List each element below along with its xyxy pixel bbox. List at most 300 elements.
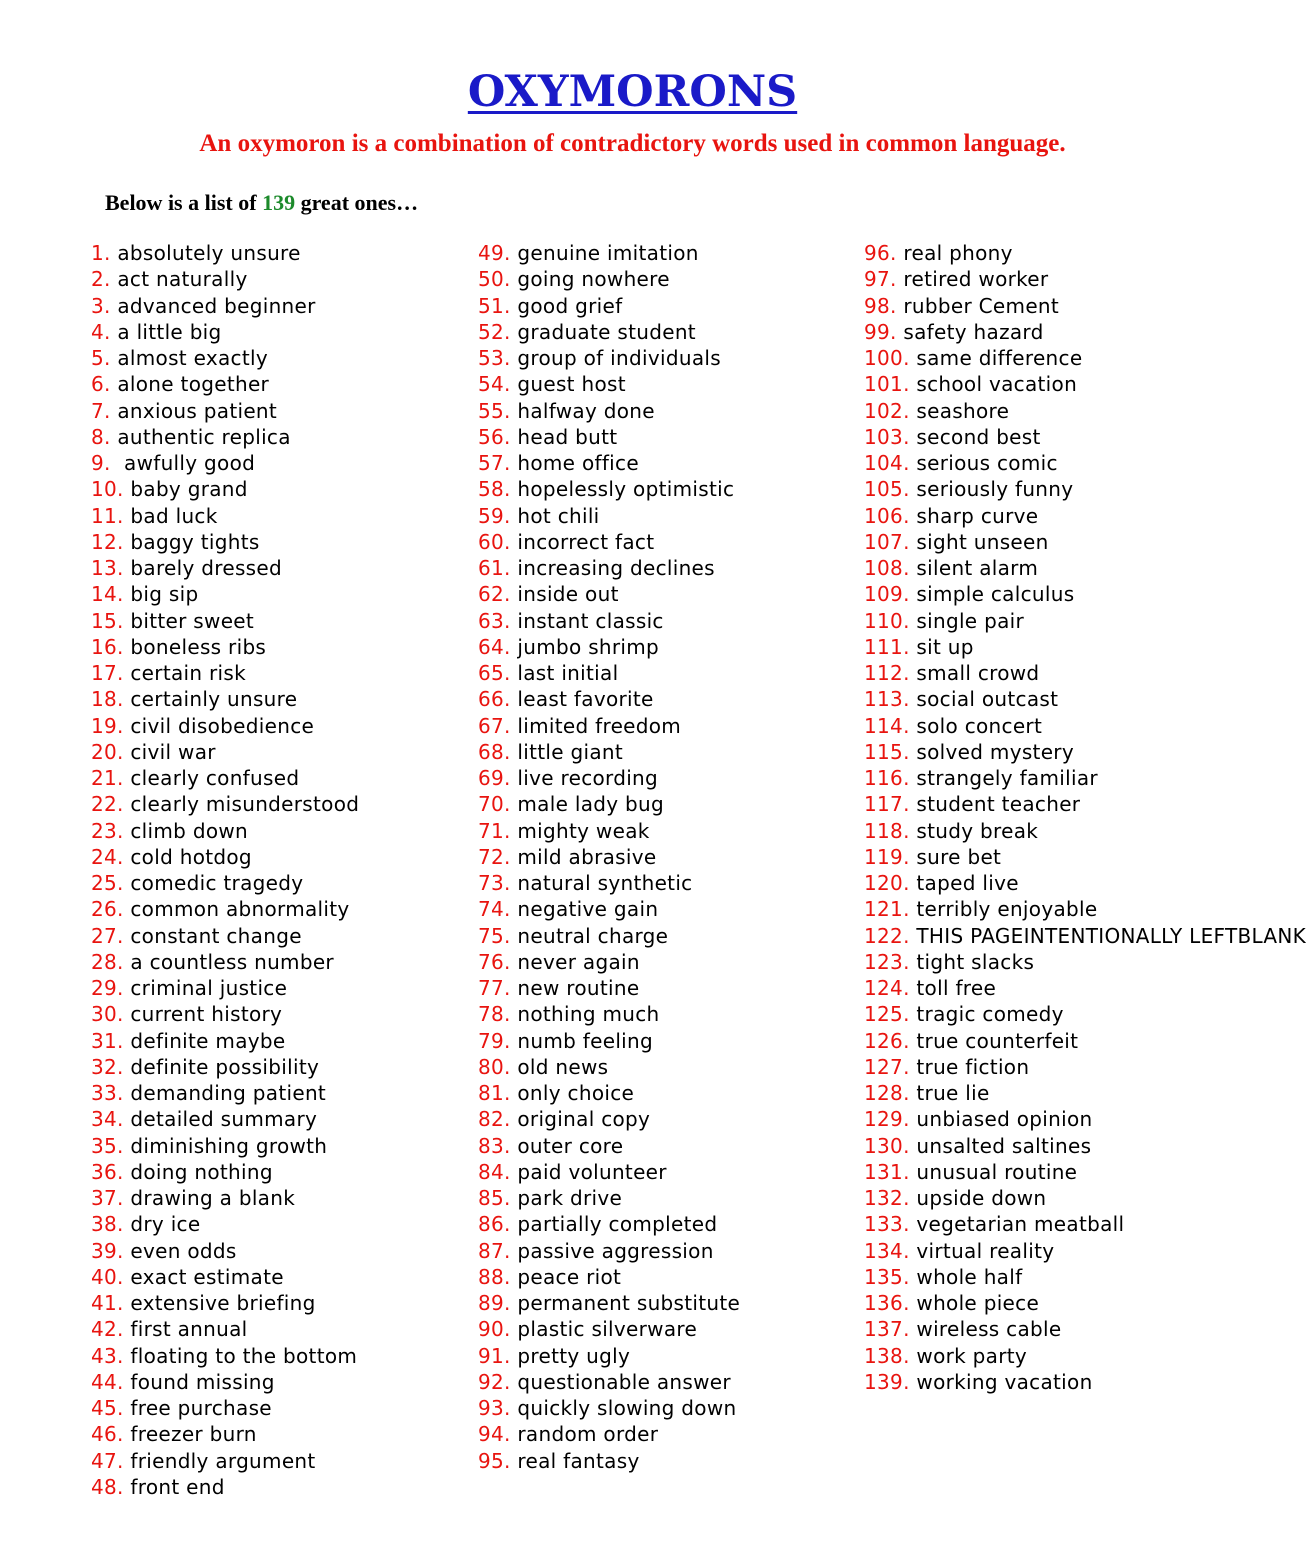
item-text: sure bet bbox=[916, 844, 1002, 869]
item-number: 105. bbox=[864, 477, 910, 502]
list-item bbox=[91, 529, 359, 555]
list-item bbox=[91, 1421, 359, 1447]
item-text: wireless cable bbox=[916, 1317, 1062, 1342]
item-number: 32. bbox=[91, 1054, 124, 1079]
item-text: baby grand bbox=[130, 477, 248, 502]
item-number: 104. bbox=[864, 451, 910, 475]
item-text: anxious patient bbox=[117, 398, 278, 423]
item-number: 115. bbox=[864, 739, 910, 764]
item-number: 55. bbox=[478, 398, 511, 423]
item-text: floating to the bottom bbox=[130, 1343, 358, 1368]
item-text: unbiased opinion bbox=[916, 1107, 1093, 1132]
item-number: 33. bbox=[91, 1081, 124, 1105]
item-text: front end bbox=[130, 1474, 225, 1499]
item-text: only choice bbox=[517, 1081, 635, 1105]
list-item bbox=[478, 1054, 740, 1080]
item-text: freezer burn bbox=[130, 1422, 257, 1447]
item-number: 52. bbox=[478, 319, 511, 344]
item-text: climb down bbox=[130, 818, 248, 843]
item-number: 57. bbox=[478, 451, 511, 475]
item-text: work party bbox=[916, 1343, 1028, 1368]
list-item bbox=[478, 266, 740, 292]
item-number: 18. bbox=[91, 687, 124, 712]
item-number: 10. bbox=[91, 477, 124, 502]
list-item bbox=[91, 319, 359, 345]
list-item bbox=[91, 1133, 359, 1159]
list-item bbox=[864, 293, 1306, 319]
item-text: working vacation bbox=[916, 1369, 1093, 1394]
item-text: same difference bbox=[916, 346, 1083, 370]
list-item bbox=[91, 581, 359, 607]
item-number: 64. bbox=[478, 634, 511, 659]
item-text-continued: BLANK bbox=[1237, 923, 1306, 948]
list-item bbox=[478, 1421, 740, 1447]
item-number: 35. bbox=[91, 1133, 124, 1158]
item-text: almost exactly bbox=[117, 346, 268, 370]
list-item bbox=[864, 240, 1306, 266]
item-text: drawing a blank bbox=[130, 1186, 296, 1210]
item-text: a countless number bbox=[130, 949, 334, 974]
item-number: 63. bbox=[478, 608, 511, 633]
page-title: OXYMORONS bbox=[467, 67, 798, 117]
item-text: head butt bbox=[517, 424, 618, 449]
intro-text-after: great ones… bbox=[300, 190, 419, 215]
item-number: 120. bbox=[864, 871, 910, 895]
item-number: 106. bbox=[864, 503, 910, 528]
item-text: guest host bbox=[517, 372, 626, 397]
item-number: 82. bbox=[478, 1107, 511, 1132]
list-item bbox=[91, 450, 359, 476]
list-item bbox=[864, 424, 1306, 450]
item-text: single pair bbox=[916, 608, 1025, 633]
item-text: constant change bbox=[130, 923, 302, 948]
item-number: 31. bbox=[91, 1028, 124, 1053]
item-number: 137. bbox=[864, 1317, 910, 1342]
list-item bbox=[91, 1159, 359, 1185]
item-number: 76. bbox=[478, 949, 511, 974]
item-number: 101. bbox=[864, 372, 910, 397]
item-number: 118. bbox=[864, 818, 910, 843]
item-text: student teacher bbox=[916, 792, 1081, 817]
item-text: awfully good bbox=[117, 451, 256, 475]
item-number: 39. bbox=[91, 1238, 124, 1263]
list-item bbox=[864, 345, 1306, 371]
item-text: true counterfeit bbox=[916, 1028, 1079, 1053]
item-number: 5. bbox=[91, 346, 111, 370]
item-text: boneless ribs bbox=[130, 634, 267, 659]
list-item bbox=[91, 608, 359, 634]
item-number: 48. bbox=[91, 1474, 124, 1499]
item-text: outer core bbox=[517, 1133, 624, 1158]
item-number: 103. bbox=[864, 424, 910, 449]
item-text: natural synthetic bbox=[517, 871, 693, 895]
item-text: last initial bbox=[517, 661, 619, 685]
list-item bbox=[478, 555, 740, 581]
item-number: 69. bbox=[478, 766, 511, 790]
list-item bbox=[864, 1001, 1306, 1027]
list-item bbox=[478, 634, 740, 660]
list-item bbox=[91, 1211, 359, 1237]
item-number: 94. bbox=[478, 1422, 511, 1447]
list-item bbox=[864, 1106, 1306, 1132]
list-item bbox=[478, 896, 740, 922]
item-text: common abnormality bbox=[130, 897, 350, 922]
item-number: 3. bbox=[91, 293, 111, 318]
list-item bbox=[91, 896, 359, 922]
item-number: 65. bbox=[478, 661, 511, 685]
list-item bbox=[91, 791, 359, 817]
item-number: 84. bbox=[478, 1159, 511, 1184]
item-text: even odds bbox=[130, 1238, 237, 1263]
item-number: 53. bbox=[478, 346, 511, 370]
list-item bbox=[864, 1238, 1306, 1264]
list-item bbox=[91, 1343, 359, 1369]
list-item bbox=[864, 791, 1306, 817]
item-text: permanent substitute bbox=[517, 1291, 741, 1315]
item-number: 100. bbox=[864, 346, 910, 370]
list-item bbox=[864, 975, 1306, 1001]
list-item bbox=[478, 1448, 740, 1474]
item-text: home office bbox=[517, 451, 639, 475]
item-text: hopelessly optimistic bbox=[517, 477, 735, 502]
list-item bbox=[478, 923, 740, 949]
item-text: numb feeling bbox=[517, 1028, 654, 1053]
list-item bbox=[91, 503, 359, 529]
list-item bbox=[91, 266, 359, 292]
item-text: good grief bbox=[517, 293, 623, 318]
item-number: 119. bbox=[864, 844, 910, 869]
list-item bbox=[91, 634, 359, 660]
item-text: tragic comedy bbox=[916, 1002, 1064, 1027]
item-text: little giant bbox=[517, 739, 624, 764]
item-number: 98. bbox=[864, 293, 897, 318]
list-item bbox=[478, 293, 740, 319]
item-text: old news bbox=[517, 1054, 609, 1079]
item-text: first annual bbox=[130, 1317, 248, 1342]
item-number: 131. bbox=[864, 1159, 910, 1184]
item-number: 70. bbox=[478, 792, 511, 817]
item-number: 72. bbox=[478, 844, 511, 869]
list-item bbox=[478, 949, 740, 975]
list-item bbox=[478, 581, 740, 607]
item-text: exact estimate bbox=[130, 1264, 284, 1289]
item-text: silent alarm bbox=[916, 556, 1039, 580]
item-text: real fantasy bbox=[517, 1448, 640, 1473]
list-item bbox=[91, 739, 359, 765]
list-item bbox=[478, 424, 740, 450]
item-number: 16. bbox=[91, 634, 124, 659]
item-number: 6. bbox=[91, 372, 111, 397]
item-text: limited freedom bbox=[517, 713, 682, 738]
list-item bbox=[91, 240, 359, 266]
list-item bbox=[478, 476, 740, 502]
item-number: 109. bbox=[864, 582, 910, 607]
item-text: unsalted saltines bbox=[916, 1133, 1092, 1158]
list-item bbox=[478, 1343, 740, 1369]
item-text: mighty weak bbox=[517, 818, 650, 843]
item-text: comedic tragedy bbox=[130, 871, 304, 895]
item-number: 81. bbox=[478, 1081, 511, 1105]
list-item bbox=[91, 293, 359, 319]
item-number: 116. bbox=[864, 766, 910, 790]
list-item bbox=[864, 450, 1306, 476]
item-text: clearly confused bbox=[130, 766, 300, 790]
item-number: 11. bbox=[91, 503, 124, 528]
list-item bbox=[478, 1159, 740, 1185]
item-number: 15. bbox=[91, 608, 124, 633]
list-item bbox=[478, 1264, 740, 1290]
item-text: sharp curve bbox=[916, 503, 1039, 528]
item-text: male lady bug bbox=[517, 792, 665, 817]
list-item bbox=[478, 1369, 740, 1395]
item-text: park drive bbox=[517, 1186, 623, 1210]
oxymoron-column-2 bbox=[478, 240, 740, 1474]
item-number: 42. bbox=[91, 1317, 124, 1342]
item-text: second best bbox=[916, 424, 1041, 449]
list-item bbox=[478, 398, 740, 424]
oxymoron-column-1 bbox=[91, 240, 359, 1500]
list-item bbox=[91, 923, 359, 949]
list-item bbox=[91, 660, 359, 686]
list-item bbox=[478, 660, 740, 686]
item-number: 127. bbox=[864, 1054, 910, 1079]
item-number: 61. bbox=[478, 556, 511, 580]
list-item bbox=[864, 503, 1306, 529]
list-intro bbox=[105, 188, 418, 218]
list-item bbox=[864, 818, 1306, 844]
item-text: retired worker bbox=[903, 267, 1049, 292]
list-item bbox=[864, 686, 1306, 712]
intro-text-before: Below is a list of bbox=[105, 190, 257, 215]
list-item bbox=[864, 1028, 1306, 1054]
item-text: passive aggression bbox=[517, 1238, 714, 1263]
item-text-continued: INTENTIONALLY LEFT bbox=[1023, 923, 1238, 948]
item-text: real phony bbox=[903, 241, 1013, 265]
item-text: demanding patient bbox=[130, 1081, 327, 1105]
item-text: extensive briefing bbox=[130, 1291, 316, 1315]
item-number: 25. bbox=[91, 871, 124, 895]
item-number: 58. bbox=[478, 477, 511, 502]
list-item bbox=[91, 975, 359, 1001]
list-item bbox=[478, 371, 740, 397]
item-number: 85. bbox=[478, 1186, 511, 1210]
item-number: 86. bbox=[478, 1212, 511, 1237]
item-number: 20. bbox=[91, 739, 124, 764]
list-item bbox=[91, 1028, 359, 1054]
item-number: 13. bbox=[91, 556, 124, 580]
item-number: 21. bbox=[91, 766, 124, 790]
item-number: 45. bbox=[91, 1396, 124, 1420]
item-number: 107. bbox=[864, 529, 910, 554]
item-number: 78. bbox=[478, 1002, 511, 1027]
list-item bbox=[864, 949, 1306, 975]
list-item bbox=[91, 1238, 359, 1264]
item-text: neutral charge bbox=[517, 923, 669, 948]
item-text: true lie bbox=[916, 1081, 990, 1105]
item-text: seriously funny bbox=[916, 477, 1074, 502]
item-text: diminishing growth bbox=[130, 1133, 328, 1158]
list-item bbox=[478, 818, 740, 844]
list-item bbox=[91, 870, 359, 896]
item-number: 87. bbox=[478, 1238, 511, 1263]
item-number: 83. bbox=[478, 1133, 511, 1158]
item-text: true fiction bbox=[916, 1054, 1030, 1079]
list-item bbox=[478, 529, 740, 555]
list-item bbox=[478, 1106, 740, 1132]
item-number: 40. bbox=[91, 1264, 124, 1289]
list-item bbox=[478, 450, 740, 476]
item-number: 129. bbox=[864, 1107, 910, 1132]
list-item bbox=[91, 1395, 359, 1421]
list-item bbox=[91, 424, 359, 450]
item-text: halfway done bbox=[517, 398, 655, 423]
list-item bbox=[864, 1264, 1306, 1290]
intro-count: 139 bbox=[262, 190, 296, 215]
list-item bbox=[864, 1211, 1306, 1237]
list-item bbox=[478, 1395, 740, 1421]
item-text: going nowhere bbox=[517, 267, 670, 292]
item-number: 68. bbox=[478, 739, 511, 764]
list-item bbox=[91, 1369, 359, 1395]
item-number: 43. bbox=[91, 1343, 124, 1368]
item-text: pretty ugly bbox=[517, 1343, 631, 1368]
item-number: 29. bbox=[91, 976, 124, 1000]
item-number: 122. bbox=[864, 923, 910, 948]
item-text: live recording bbox=[517, 766, 659, 790]
list-item bbox=[478, 503, 740, 529]
item-number: 133. bbox=[864, 1212, 910, 1237]
item-text: big sip bbox=[130, 582, 199, 607]
list-item bbox=[864, 398, 1306, 424]
item-text: nothing much bbox=[517, 1002, 660, 1027]
list-item bbox=[864, 634, 1306, 660]
list-item bbox=[864, 1133, 1306, 1159]
item-text: authentic replica bbox=[117, 424, 291, 449]
list-item bbox=[478, 1028, 740, 1054]
list-item bbox=[91, 1448, 359, 1474]
item-number: 60. bbox=[478, 529, 511, 554]
item-text: questionable answer bbox=[517, 1369, 731, 1394]
list-item bbox=[864, 1343, 1306, 1369]
list-item bbox=[91, 1185, 359, 1211]
item-text: new routine bbox=[517, 976, 640, 1000]
item-number: 66. bbox=[478, 687, 511, 712]
item-text: toll free bbox=[916, 976, 997, 1000]
item-number: 23. bbox=[91, 818, 124, 843]
item-number: 125. bbox=[864, 1002, 910, 1027]
item-text: paid volunteer bbox=[517, 1159, 667, 1184]
list-item bbox=[91, 1001, 359, 1027]
item-number: 7. bbox=[91, 398, 111, 423]
item-number: 12. bbox=[91, 529, 124, 554]
list-item bbox=[864, 1185, 1306, 1211]
item-number: 24. bbox=[91, 844, 124, 869]
item-number: 91. bbox=[478, 1343, 511, 1368]
item-number: 1. bbox=[91, 241, 111, 265]
item-number: 128. bbox=[864, 1081, 910, 1105]
item-text: found missing bbox=[130, 1369, 275, 1394]
item-number: 93. bbox=[478, 1396, 511, 1420]
item-text: mild abrasive bbox=[517, 844, 657, 869]
item-number: 110. bbox=[864, 608, 910, 633]
item-text: detailed summary bbox=[130, 1107, 318, 1132]
item-number: 124. bbox=[864, 976, 910, 1000]
item-text: quickly slowing down bbox=[517, 1396, 737, 1420]
item-number: 74. bbox=[478, 897, 511, 922]
list-item bbox=[91, 818, 359, 844]
list-item bbox=[864, 713, 1306, 739]
list-item bbox=[91, 1264, 359, 1290]
item-number: 102. bbox=[864, 398, 910, 423]
item-text: school vacation bbox=[916, 372, 1078, 397]
item-number: 44. bbox=[91, 1369, 124, 1394]
item-text: advanced beginner bbox=[117, 293, 316, 318]
list-item bbox=[91, 713, 359, 739]
item-text: jumbo shrimp bbox=[517, 634, 660, 659]
list-item bbox=[864, 660, 1306, 686]
page-subtitle: An oxymoron is a combination of contradictory words used in common language. bbox=[199, 130, 1066, 157]
list-item bbox=[91, 1290, 359, 1316]
list-item bbox=[864, 1369, 1306, 1395]
item-number: 38. bbox=[91, 1212, 124, 1237]
list-item bbox=[478, 1080, 740, 1106]
list-item bbox=[91, 686, 359, 712]
item-text: genuine imitation bbox=[517, 241, 699, 265]
list-item bbox=[864, 923, 1306, 949]
item-text: definite maybe bbox=[130, 1028, 286, 1053]
item-number: 62. bbox=[478, 582, 511, 607]
item-number: 2. bbox=[91, 267, 111, 292]
item-number: 8. bbox=[91, 424, 111, 449]
item-text: dry ice bbox=[130, 1212, 201, 1237]
item-number: 136. bbox=[864, 1291, 910, 1315]
item-number: 79. bbox=[478, 1028, 511, 1053]
item-text: hot chili bbox=[517, 503, 600, 528]
item-number: 75. bbox=[478, 923, 511, 948]
item-number: 71. bbox=[478, 818, 511, 843]
list-item bbox=[91, 345, 359, 371]
item-number: 95. bbox=[478, 1448, 511, 1473]
item-text: tight slacks bbox=[916, 949, 1035, 974]
item-text: whole piece bbox=[916, 1291, 1040, 1315]
item-number: 67. bbox=[478, 713, 511, 738]
list-item bbox=[478, 713, 740, 739]
item-text: free purchase bbox=[130, 1396, 272, 1420]
list-item bbox=[864, 1054, 1306, 1080]
item-text: criminal justice bbox=[130, 976, 288, 1000]
item-number: 36. bbox=[91, 1159, 124, 1184]
item-number: 28. bbox=[91, 949, 124, 974]
item-number: 30. bbox=[91, 1002, 124, 1027]
item-text: strangely familiar bbox=[916, 766, 1098, 790]
list-item bbox=[91, 1054, 359, 1080]
list-item bbox=[864, 739, 1306, 765]
list-item bbox=[478, 1238, 740, 1264]
list-item bbox=[864, 1290, 1306, 1316]
item-number: 138. bbox=[864, 1343, 910, 1368]
item-text: seashore bbox=[916, 398, 1010, 423]
list-item bbox=[864, 765, 1306, 791]
item-text: taped live bbox=[916, 871, 1019, 895]
list-item bbox=[864, 319, 1306, 345]
item-number: 34. bbox=[91, 1107, 124, 1132]
list-item bbox=[478, 1211, 740, 1237]
item-number: 90. bbox=[478, 1317, 511, 1342]
item-number: 130. bbox=[864, 1133, 910, 1158]
list-item bbox=[478, 240, 740, 266]
item-text: vegetarian meatball bbox=[916, 1212, 1125, 1237]
item-text: plastic silverware bbox=[517, 1317, 698, 1342]
